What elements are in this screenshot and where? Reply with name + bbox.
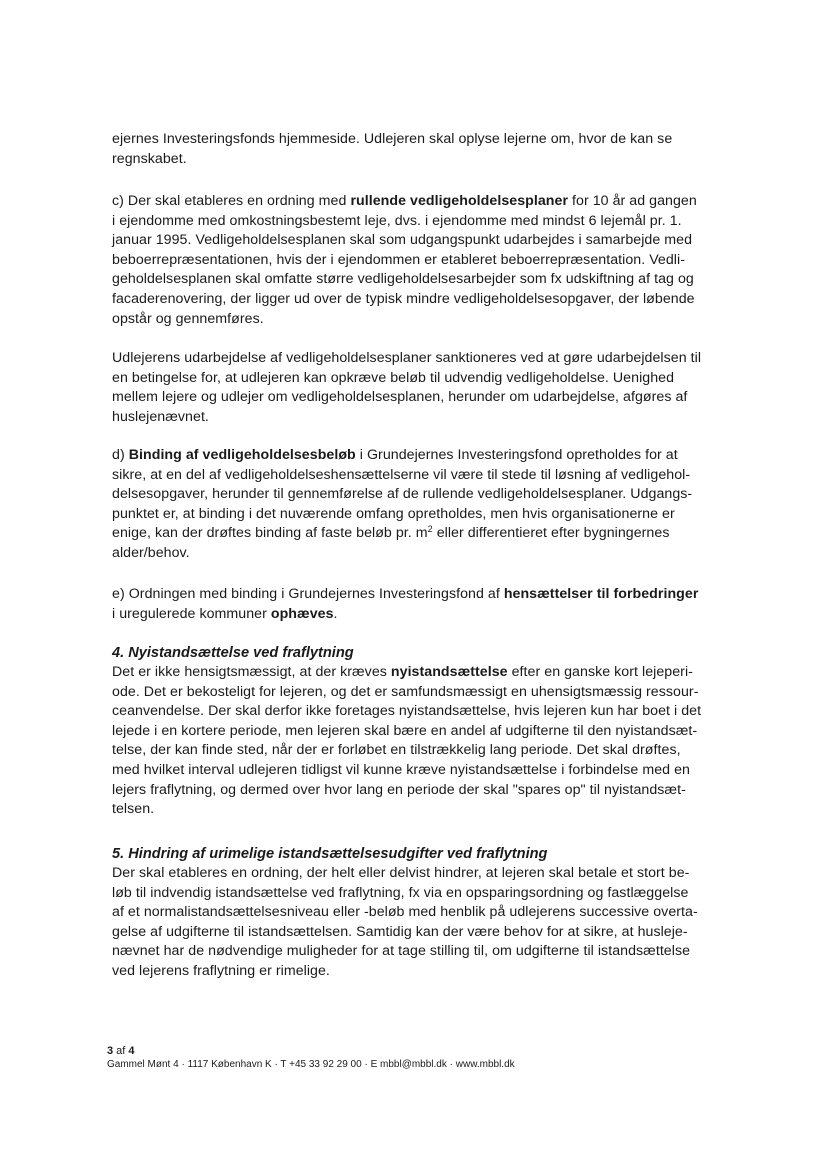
- text-run: regnskabet.: [112, 150, 187, 167]
- text-run: enige, kan der drøftes binding af faste beløb pr. m: [112, 525, 428, 542]
- text-line: [112, 781, 724, 801]
- section-heading: 4. Nyistandsættelse ved fraflytning: [112, 645, 354, 661]
- paragraph-e: [112, 585, 724, 624]
- text-line: [112, 605, 724, 625]
- footer-address: Gammel Mønt 4 · 1117 København K · T +45 33 92 29 00 · E mbbl@mbbl.dk · www.mbbl.dk: [107, 1059, 515, 1070]
- text-run: med hvilket interval udlejeren tidligst vil kunne kræve nyistandsættelse i forbindelse med en: [112, 761, 690, 778]
- text-line: [112, 192, 724, 212]
- text-run: løb til indvendig istandsættelse ved fraflytning, fx via en opsparingsordning og fastlæggelse: [112, 884, 689, 901]
- text-run: i ejendomme med omkostningsbestemt leje, dvs. i ejendomme med mindst 6 lejemål pr. 1.: [112, 212, 682, 229]
- text-run: eller differentieret efter bygningernes: [432, 525, 670, 542]
- text-run: ejernes Investeringsfonds hjemmeside. Udlejeren skal oplyse lejerne om, hvor de kan se: [112, 131, 673, 147]
- text-line: [112, 585, 724, 605]
- text-run: januar 1995. Vedligeholdelsesplanen skal som udgangspunkt udarbejdes i samarbejde med: [112, 232, 693, 249]
- text-run: huslejenævnet.: [112, 408, 209, 425]
- superscript: 2: [427, 524, 433, 535]
- text-line: [112, 683, 724, 703]
- text-run: geholdelsesplanen skal omfatte større vedligeholdelsesarbejder som fx udskiftning af tag og: [112, 271, 694, 288]
- bold-run: rullende vedligeholdelsesplaner: [350, 193, 569, 209]
- paragraph-d: [112, 446, 724, 564]
- bold-run: Binding af vedligeholdelsesbeløb: [128, 447, 356, 463]
- text-run: ceanvendelse. Der skal derfor ikke foretages nyistandsættelse, hvis lejeren kun har boet i det: [112, 703, 702, 720]
- text-line: [112, 388, 724, 408]
- text-line: [112, 310, 724, 330]
- text-run: ode. Det er bekosteligt for lejeren, og det er samfundsmæssigt en uhensigtsmæssig ressour-: [112, 683, 699, 700]
- text-line: [112, 466, 724, 486]
- text-run: c) Der skal etableres en ordning med: [112, 193, 351, 209]
- page-footer: [107, 1044, 515, 1072]
- text-run: beboerrepræsentationen, hvis der i ejendommen er etableret beboerrepræsentation. Vedli-: [112, 251, 685, 268]
- page-current: 3: [107, 1045, 114, 1057]
- text-line: [112, 663, 724, 683]
- paragraph-c: [112, 192, 724, 329]
- text-run: Det er ikke hensigtsmæssigt, at der kræves: [112, 664, 391, 680]
- text-run: lejers fraflytning, og dermed over hvor lang en periode der skal "spares op" til nyistandsæt-: [112, 781, 686, 798]
- text-run: i Grundejernes Investeringsfond opretholdes for at: [355, 447, 678, 463]
- text-line: [112, 761, 724, 781]
- text-run: telsen.: [112, 801, 155, 818]
- text-line: [112, 130, 724, 150]
- text-line: [112, 903, 724, 923]
- text-run: alder/behov.: [112, 544, 190, 561]
- text-run: mellem lejere og udlejer om vedligeholdelsesplanen, herunder om udarbejdelse, afgøres af: [112, 389, 688, 406]
- text-line: [112, 702, 724, 722]
- text-run: Der skal etableres en ordning, der helt eller delvist hindrer, at lejeren skal betale et stort be-: [112, 865, 690, 881]
- text-run: efter en ganske kort lejeperi-: [507, 664, 693, 680]
- text-run: facaderenovering, der ligger ud over de typisk mindre vedligeholdelsesopgaver, der løbende: [112, 290, 695, 307]
- text-run: af et normalistandsættelsesniveau eller -beløb med henblik på udlejerens successive overta-: [112, 904, 698, 921]
- text-line: [112, 800, 724, 820]
- text-line: [112, 446, 724, 466]
- paragraph-sanction: [112, 349, 724, 427]
- text-line: [112, 349, 724, 369]
- text-line: [112, 741, 724, 761]
- section-heading: 5. Hindring af urimelige istandsættelsesudgifter ved fraflytning: [112, 846, 548, 862]
- text-line: [112, 231, 724, 251]
- text-run: ved lejerens fraflytning er rimelige.: [112, 962, 330, 979]
- section-4: [112, 643, 724, 820]
- text-line: [112, 369, 724, 389]
- text-line: [112, 505, 724, 525]
- text-line: [112, 212, 724, 232]
- text-line: [112, 408, 724, 428]
- text-run: telse, der kan finde sted, når der er forløbet en tilstrækkelig lang periode. Det skal drøftes,: [112, 742, 681, 759]
- text-run: gelse af udgifterne til istandsættelsen. Samtidig kan der være behov for at sikre, at husleje-: [112, 923, 688, 940]
- text-run: opstår og gennemføres.: [112, 310, 264, 327]
- bold-run: hensættelser til forbedringer: [503, 586, 699, 602]
- text-line: [112, 884, 724, 904]
- text-run: i uregulerede kommuner: [112, 605, 271, 622]
- paragraph-intro: [112, 130, 724, 169]
- text-run: d): [112, 447, 129, 463]
- section-5: [112, 844, 724, 982]
- bold-run: ophæves: [270, 605, 334, 622]
- text-line: [112, 722, 724, 742]
- text-line: [112, 923, 724, 943]
- text-run: punktet er, at binding i det nuværende omfang opretholdes, men hvis organisationerne er: [112, 505, 675, 522]
- text-line: [112, 485, 724, 505]
- text-line: [112, 962, 724, 982]
- text-run: Udlejerens udarbejdelse af vedligeholdelsesplaner sanktioneres ved at gøre udarbejdelsen til: [112, 350, 702, 366]
- text-run: delsesopgaver, herunder til gennemførelse af de rullende vedligeholdelsesplaner. Udgangs-: [112, 486, 693, 503]
- page-number: [107, 1044, 515, 1058]
- text-run: nævnet har de nødvendige muligheder for at tage stilling til, om udgifterne til istandsættelse: [112, 943, 691, 960]
- text-line: [112, 864, 724, 884]
- text-run: en betingelse for, at udlejeren kan opkræve beløb til udvendig vedligeholdelse. Uenighed: [112, 369, 675, 386]
- text-run: sikre, at en del af vedligeholdelseshensættelserne vil være til stede til løsning af vedligehol-: [112, 466, 691, 483]
- page-total: 4: [128, 1045, 135, 1057]
- text-line: [112, 290, 724, 310]
- bold-run: nyistandsættelse: [390, 664, 508, 680]
- text-run: e) Ordningen med binding i Grundejernes Investeringsfond af: [112, 586, 504, 602]
- page-separator: af: [113, 1045, 129, 1057]
- text-run: .: [333, 605, 338, 622]
- text-line: [112, 942, 724, 962]
- text-line: [112, 150, 724, 170]
- text-line: [112, 544, 724, 564]
- text-run: for 10 år ad gangen: [568, 193, 697, 209]
- text-run: lejede i en kortere periode, men lejeren skal bære en andel af udgifterne til den nyistandsæt-: [112, 722, 698, 739]
- text-line: [112, 270, 724, 290]
- text-line: [112, 251, 724, 271]
- text-line: [112, 524, 724, 544]
